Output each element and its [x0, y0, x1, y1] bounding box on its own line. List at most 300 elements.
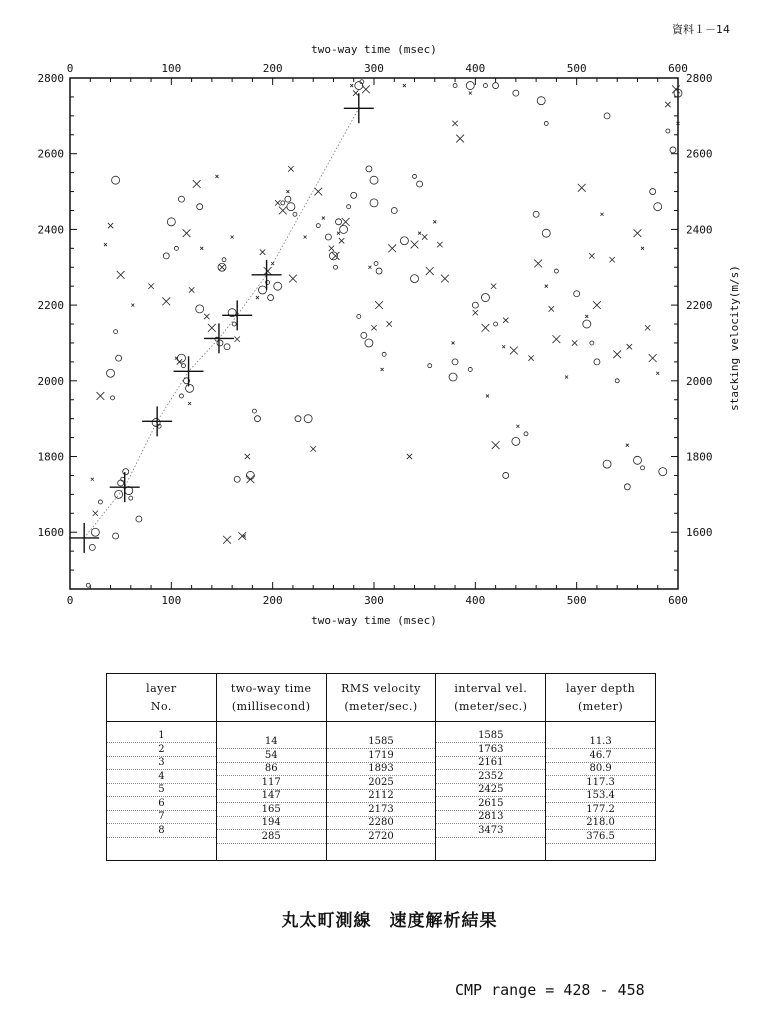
- data-point-circle: [179, 394, 183, 398]
- data-point-cross: [486, 394, 489, 397]
- data-point-circle: [472, 302, 478, 308]
- velocity-pick-marker: [142, 406, 172, 436]
- data-point-circle: [115, 490, 123, 498]
- data-point-cross: [510, 347, 518, 355]
- data-point-cross: [200, 247, 203, 250]
- table-cell: 2813: [436, 811, 545, 824]
- data-point-circle: [222, 258, 226, 262]
- x-axis-label-bottom: two-way time (msec): [311, 614, 437, 627]
- data-point-cross: [649, 354, 657, 362]
- y-tick-label-left: 2000: [37, 374, 64, 388]
- data-point-cross: [437, 242, 442, 247]
- data-point-cross: [314, 188, 322, 196]
- data-point-circle: [304, 415, 312, 423]
- data-point-cross: [473, 310, 478, 315]
- data-point-circle: [316, 224, 320, 228]
- data-point-cross: [572, 340, 577, 345]
- data-point-cross: [387, 321, 392, 326]
- data-point-cross: [188, 402, 191, 405]
- data-point-cross: [337, 232, 340, 235]
- data-point-circle: [452, 359, 458, 365]
- y-tick-label-left: 1600: [37, 526, 64, 540]
- data-point-circle: [111, 396, 115, 400]
- data-point-cross: [208, 324, 216, 332]
- header-text: RMS velocity: [341, 681, 421, 695]
- header-two-way-time: [216, 674, 326, 722]
- table-cell: 2425: [436, 784, 545, 797]
- table-cell: 2161: [436, 757, 545, 770]
- data-point-circle: [186, 384, 194, 392]
- data-point-circle: [196, 305, 204, 313]
- table-cell: 5: [107, 784, 216, 797]
- table-cell: 7: [107, 811, 216, 824]
- data-point-cross: [381, 368, 384, 371]
- data-point-circle: [329, 252, 337, 260]
- data-point-cross: [117, 271, 125, 279]
- data-point-circle: [544, 121, 548, 125]
- data-point-cross: [193, 180, 201, 188]
- data-point-circle: [533, 211, 539, 217]
- data-point-cross: [422, 234, 427, 239]
- data-point-circle: [666, 129, 670, 133]
- x-tick-label-top: 100: [161, 62, 182, 75]
- data-point-cross: [286, 190, 289, 193]
- table-cell: 117.3: [546, 777, 655, 790]
- data-point-circle: [650, 189, 656, 195]
- data-point-circle: [246, 471, 254, 479]
- data-point-circle: [274, 282, 282, 290]
- table-cell: 8: [107, 825, 216, 838]
- data-marks: [86, 80, 682, 587]
- data-point-cross: [403, 84, 406, 87]
- axis-ticks: [70, 78, 678, 589]
- x-tick-label-bottom: 600: [668, 594, 688, 607]
- header-text: layer depth: [566, 681, 636, 695]
- data-point-circle: [513, 90, 519, 96]
- data-point-circle: [590, 341, 594, 345]
- data-point-circle: [603, 460, 611, 468]
- data-point-circle: [91, 528, 99, 536]
- data-point-circle: [493, 83, 499, 89]
- table-cell: 86: [217, 763, 326, 776]
- data-point-circle: [252, 409, 256, 413]
- table-cell: 3: [107, 757, 216, 770]
- data-point-cross: [350, 84, 353, 87]
- data-point-cross: [665, 102, 670, 107]
- data-point-circle: [481, 294, 489, 302]
- data-point-cross: [260, 249, 265, 254]
- x-tick-label-top: 400: [465, 62, 486, 75]
- data-point-circle: [449, 373, 457, 381]
- velocity-pick-marker: [110, 472, 140, 502]
- table-cell: 80.9: [546, 763, 655, 776]
- data-point-circle: [136, 516, 142, 522]
- data-point-cross: [426, 267, 434, 275]
- data-point-circle: [400, 237, 408, 245]
- y-tick-label-left: 1800: [37, 450, 64, 464]
- table-cell: 1719: [327, 750, 436, 763]
- header-text: (millisecond): [231, 699, 311, 713]
- velocity-pick-marker: [252, 260, 282, 290]
- data-point-circle: [355, 82, 363, 90]
- data-point-circle: [376, 268, 382, 274]
- data-point-circle: [604, 113, 610, 119]
- data-point-circle: [340, 225, 348, 233]
- data-point-cross: [223, 536, 231, 544]
- table-cell: 11.3: [546, 736, 655, 749]
- data-point-circle: [466, 82, 474, 90]
- header-text: No.: [150, 699, 172, 713]
- y-tick-label-right: 2600: [686, 147, 713, 161]
- data-point-cross: [332, 252, 340, 260]
- column-layer-depth: [546, 722, 656, 861]
- x-tick-label-bottom: 0: [66, 594, 74, 607]
- data-point-cross: [131, 304, 134, 307]
- pick-marks: [69, 93, 374, 553]
- data-point-circle: [670, 147, 676, 153]
- table-cell: 2112: [327, 790, 436, 803]
- data-point-cross: [469, 92, 472, 95]
- table-header-row: [107, 674, 656, 722]
- data-point-cross: [219, 265, 224, 270]
- table-cell: 218.0: [546, 817, 655, 830]
- y-tick-label-left: 2400: [37, 223, 64, 237]
- table-cell: 2615: [436, 798, 545, 811]
- data-point-cross: [565, 376, 568, 379]
- table-cell: 194: [217, 817, 326, 830]
- data-point-cross: [433, 220, 436, 223]
- data-point-cross: [243, 535, 246, 538]
- data-point-cross: [204, 314, 209, 319]
- data-point-circle: [512, 437, 520, 445]
- data-point-cross: [641, 247, 644, 250]
- table-cell: 2352: [436, 771, 545, 784]
- data-point-circle: [583, 320, 591, 328]
- data-point-cross: [93, 511, 98, 516]
- data-point-cross: [353, 90, 358, 95]
- header-text: layer: [146, 681, 177, 695]
- data-point-circle: [370, 176, 378, 184]
- data-point-cross: [339, 238, 344, 243]
- data-point-cross: [215, 175, 218, 178]
- data-point-cross: [388, 244, 396, 252]
- data-point-circle: [112, 176, 120, 184]
- data-point-cross: [528, 355, 533, 360]
- data-point-circle: [114, 330, 118, 334]
- table-cell: 46.7: [546, 750, 655, 763]
- data-point-circle: [107, 369, 115, 377]
- data-point-circle: [167, 218, 175, 226]
- table-cell: 2280: [327, 817, 436, 830]
- data-point-circle: [254, 416, 260, 422]
- data-point-cross: [108, 223, 113, 228]
- data-point-circle: [370, 199, 378, 207]
- column-layer-no: [107, 722, 217, 861]
- velocity-pick-marker: [222, 300, 252, 330]
- data-point-cross: [589, 253, 594, 258]
- header-layer-depth: [546, 674, 656, 722]
- figure-caption: 丸太町測線 速度解析結果: [281, 911, 498, 931]
- data-point-circle: [224, 344, 230, 350]
- data-point-circle: [281, 201, 285, 205]
- y-tick-label-left: 2200: [37, 299, 64, 313]
- header-text: interval vel.: [454, 681, 528, 695]
- x-tick-label-top: 0: [66, 62, 74, 75]
- data-point-cross: [452, 121, 457, 126]
- data-point-circle: [494, 322, 498, 326]
- data-point-cross: [553, 335, 561, 343]
- data-point-circle: [357, 314, 361, 318]
- plot-border: [70, 78, 678, 589]
- data-point-circle: [268, 295, 274, 301]
- velocity-pick-marker: [344, 93, 374, 123]
- table-cell: 54: [217, 750, 326, 763]
- header-text: (meter/sec.): [344, 699, 418, 713]
- data-point-circle: [295, 416, 301, 422]
- data-point-circle: [197, 204, 203, 210]
- data-point-circle: [411, 275, 419, 283]
- cmp-range-label: CMP range = 428 - 458: [455, 981, 645, 999]
- data-point-cross: [613, 350, 621, 358]
- data-point-cross: [91, 478, 94, 481]
- data-point-cross: [482, 324, 490, 332]
- header-layer-no: [107, 674, 217, 722]
- data-point-cross: [288, 166, 293, 171]
- data-point-cross: [407, 454, 412, 459]
- data-point-cross: [97, 392, 105, 400]
- table-cell: 1585: [327, 736, 436, 749]
- data-point-circle: [537, 97, 545, 105]
- data-point-circle: [116, 355, 122, 361]
- data-point-circle: [113, 533, 119, 539]
- table-cell: 153.4: [546, 790, 655, 803]
- data-point-circle: [351, 192, 357, 198]
- data-point-cross: [235, 336, 240, 341]
- data-point-cross: [593, 301, 601, 309]
- table-cell: 2173: [327, 804, 436, 817]
- data-point-cross: [183, 229, 191, 237]
- data-point-circle: [654, 203, 662, 211]
- data-point-circle: [293, 212, 297, 216]
- x-tick-label-bottom: 400: [465, 594, 486, 607]
- data-point-cross: [503, 318, 508, 323]
- data-point-circle: [417, 181, 423, 187]
- table-cell: 2720: [327, 831, 436, 844]
- header-rms-velocity: [326, 674, 436, 722]
- page-label: 資料１－14: [672, 23, 730, 36]
- data-point-cross: [256, 296, 259, 299]
- data-point-cross: [162, 297, 170, 305]
- data-point-cross: [516, 425, 519, 428]
- data-point-cross: [418, 232, 421, 235]
- data-point-circle: [234, 476, 240, 482]
- x-tick-label-top: 500: [566, 62, 587, 75]
- data-point-circle: [259, 286, 267, 294]
- table-cell: 1: [107, 730, 216, 743]
- x-axis-label-top: two-way time (msec): [311, 43, 437, 56]
- data-point-circle: [361, 332, 367, 338]
- data-point-cross: [456, 135, 464, 143]
- data-point-cross: [452, 341, 455, 344]
- header-text: (meter): [577, 699, 624, 713]
- data-point-circle: [217, 340, 223, 346]
- table-cell: 1585: [436, 730, 545, 743]
- y-tick-label-left: 2600: [37, 147, 64, 161]
- data-point-circle: [468, 367, 472, 371]
- data-point-circle: [89, 544, 95, 550]
- column-rms-velocity: [326, 722, 436, 861]
- data-point-cross: [304, 235, 307, 238]
- data-point-circle: [453, 84, 457, 88]
- data-point-cross: [329, 246, 334, 251]
- data-point-cross: [368, 266, 371, 269]
- data-point-circle: [503, 472, 509, 478]
- tick-labels: [38, 62, 713, 607]
- data-point-cross: [231, 235, 234, 238]
- data-point-circle: [641, 466, 645, 470]
- data-point-cross: [441, 275, 449, 283]
- y-tick-label-right: 2800: [686, 72, 713, 85]
- plot-frame: [70, 78, 678, 589]
- data-point-cross: [371, 325, 376, 330]
- table-cell: 285: [217, 831, 326, 844]
- data-point-cross: [342, 218, 350, 226]
- table-cell: 147: [217, 790, 326, 803]
- data-point-cross: [279, 207, 287, 215]
- header-text: two-way time: [230, 681, 312, 695]
- data-point-circle: [594, 359, 600, 365]
- data-point-circle: [413, 174, 417, 178]
- data-point-cross: [491, 283, 496, 288]
- table-cell: 165: [217, 804, 326, 817]
- data-point-cross: [626, 444, 629, 447]
- data-point-cross: [601, 213, 604, 216]
- data-point-cross: [502, 345, 505, 348]
- y-tick-label-right: 2200: [686, 299, 713, 313]
- x-tick-label-bottom: 300: [364, 594, 384, 607]
- table-cell: 177.2: [546, 804, 655, 817]
- x-tick-label-top: 600: [668, 62, 688, 75]
- data-point-circle: [347, 205, 351, 209]
- table-cell: 3473: [436, 825, 545, 838]
- table-cell: 1893: [327, 763, 436, 776]
- data-point-circle: [365, 339, 373, 347]
- data-point-cross: [609, 257, 614, 262]
- table-cell: 4: [107, 771, 216, 784]
- table-cell: 2025: [327, 777, 436, 790]
- x-tick-label-bottom: 200: [262, 594, 283, 607]
- data-point-cross: [275, 200, 280, 205]
- data-point-circle: [615, 379, 619, 383]
- data-point-cross: [578, 184, 586, 192]
- data-point-circle: [333, 265, 337, 269]
- column-two-way-time: [216, 722, 326, 861]
- data-point-cross: [362, 85, 370, 93]
- data-point-circle: [174, 246, 178, 250]
- data-point-circle: [382, 352, 386, 356]
- y-tick-label-right: 2400: [686, 223, 713, 237]
- y-axis-label: stacking velocity(m/s): [728, 265, 741, 411]
- table-cell: 14: [217, 736, 326, 749]
- data-point-circle: [391, 207, 397, 213]
- data-point-circle: [554, 269, 558, 273]
- data-point-cross: [411, 241, 419, 249]
- data-point-cross: [289, 275, 297, 283]
- data-point-cross: [492, 441, 500, 449]
- header-interval-velocity: [436, 674, 546, 722]
- data-point-circle: [574, 291, 580, 297]
- data-point-circle: [232, 322, 236, 326]
- y-tick-label-left: 2800: [37, 72, 64, 85]
- data-point-cross: [311, 446, 316, 451]
- table-cell: 1763: [436, 744, 545, 757]
- data-point-circle: [542, 229, 550, 237]
- data-point-cross: [634, 229, 642, 237]
- data-point-cross: [238, 532, 246, 540]
- table-body-row: [107, 722, 656, 861]
- data-point-circle: [86, 583, 90, 587]
- data-point-cross: [645, 325, 650, 330]
- data-point-cross: [534, 260, 542, 268]
- data-point-circle: [374, 261, 378, 265]
- data-point-cross: [545, 285, 548, 288]
- data-point-circle: [178, 196, 184, 202]
- data-point-circle: [325, 234, 331, 240]
- table-cell: 6: [107, 798, 216, 811]
- data-point-cross: [245, 454, 250, 459]
- data-point-cross: [246, 475, 254, 483]
- velocity-analysis-table: [106, 673, 656, 861]
- data-point-circle: [98, 500, 102, 504]
- data-point-cross: [627, 344, 632, 349]
- data-point-cross: [375, 301, 383, 309]
- table-cell: 117: [217, 777, 326, 790]
- data-point-circle: [524, 432, 528, 436]
- data-point-cross: [322, 217, 325, 220]
- data-point-circle: [163, 253, 169, 259]
- data-point-circle: [428, 364, 432, 368]
- table-cell: 2: [107, 744, 216, 757]
- data-point-circle: [633, 456, 641, 464]
- x-tick-label-bottom: 100: [161, 594, 182, 607]
- header-text: (meter/sec.): [454, 699, 528, 713]
- data-point-circle: [287, 203, 295, 211]
- data-point-circle: [285, 196, 291, 202]
- y-tick-label-right: 1800: [686, 450, 713, 464]
- x-tick-label-top: 200: [262, 62, 283, 75]
- data-point-circle: [129, 496, 133, 500]
- x-tick-label-bottom: 500: [566, 594, 587, 607]
- data-point-circle: [659, 468, 667, 476]
- data-point-circle: [336, 219, 342, 225]
- data-point-circle: [366, 166, 372, 172]
- data-point-cross: [656, 372, 659, 375]
- data-point-circle: [123, 469, 129, 475]
- data-point-cross: [189, 287, 194, 292]
- data-point-circle: [483, 84, 487, 88]
- data-point-cross: [585, 315, 588, 318]
- y-tick-label-right: 2000: [686, 374, 713, 388]
- data-point-cross: [148, 283, 153, 288]
- data-point-cross: [549, 306, 554, 311]
- data-point-cross: [104, 243, 107, 246]
- x-tick-label-top: 300: [364, 62, 384, 75]
- data-point-circle: [624, 484, 630, 490]
- data-point-circle: [152, 418, 160, 426]
- table-cell: 376.5: [546, 831, 655, 844]
- y-tick-label-right: 1600: [686, 526, 713, 540]
- data-point-circle: [118, 480, 124, 486]
